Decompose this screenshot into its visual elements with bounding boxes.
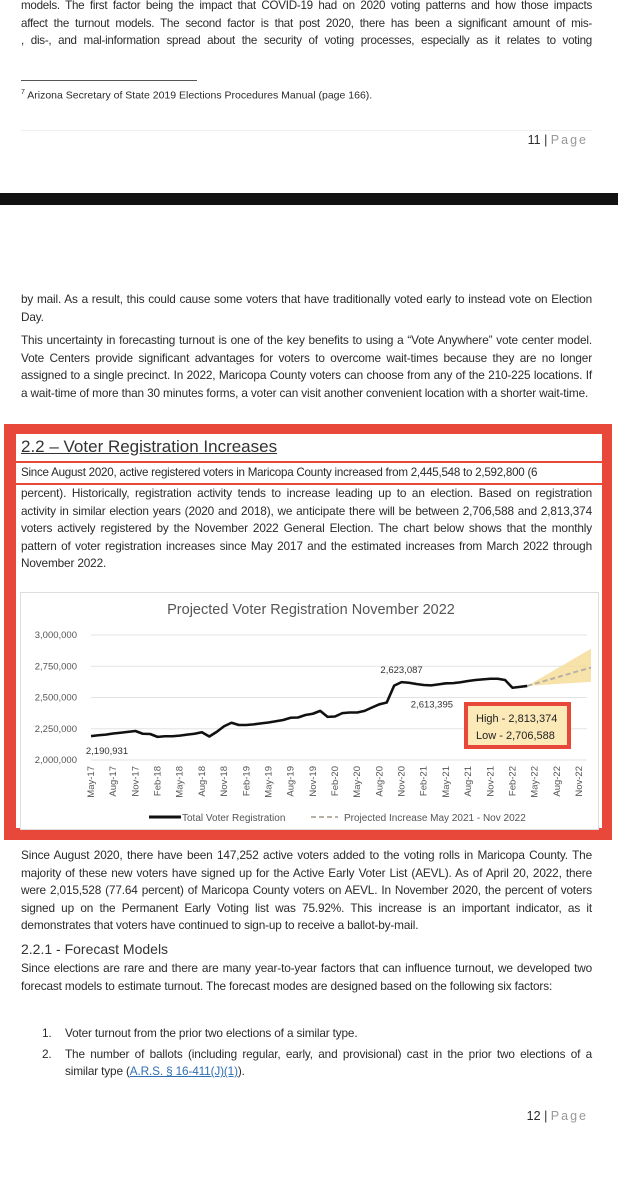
data-label: 2,623,087 <box>380 665 423 677</box>
x-tick-label: Feb-18 <box>152 766 164 797</box>
text-line: models. The first factor being the impact that COVID-19 had on 2020 voting patterns and how those impacts <box>21 0 592 12</box>
subheading-forecast-models: 2.2.1 - Forecast Models <box>21 941 169 957</box>
list-text-end: ). <box>237 1064 245 1079</box>
section-heading: 2.2 – Voter Registration Increases <box>21 437 278 456</box>
y-tick-label: 2,500,000 <box>34 692 77 704</box>
highlight-sentence: Since August 2020, active registered voters in Maricopa County increased from 2,445,548 to 2,592,800 (6 <box>21 466 538 479</box>
page-sep: | <box>544 1109 548 1123</box>
x-tick-label: Feb-20 <box>330 766 341 797</box>
factor-list <box>42 1025 592 1081</box>
page-num: 12 <box>526 1109 541 1123</box>
x-tick-label: May-17 <box>86 766 97 798</box>
page-word: Page <box>550 133 588 147</box>
list-item <box>42 1046 592 1081</box>
paragraph-registration: percent). Historically, registration activity tends to increase leading up to an election. Based on registration activity in similar election years (2020 and 2018), we anticipate there will be between 2,706,588 and 2,813,374 voters actively registered by the November 2022 General Election. The chart below shows that the monthly pattern of voter registration increases since May 2017 and the estimated increases from March 2022 through November 2022. <box>21 486 592 571</box>
x-tick-label: Nov-17 <box>130 766 142 797</box>
y-tick-label: 3,000,000 <box>34 630 77 641</box>
list-text: The number of ballots (including regular, early, and provisional) cast in the prior two elections of a similar type ( <box>65 1046 592 1079</box>
x-tick-label: May-18 <box>174 766 186 798</box>
list-num: 2. <box>42 1046 52 1061</box>
page-break-divider <box>0 193 618 205</box>
x-tick-label: Nov-18 <box>219 766 231 797</box>
section-heading-box <box>16 434 602 461</box>
data-label: 2,190,931 <box>85 746 129 758</box>
paragraph-forecast: Since elections are rare and there are many year-to-year factors that can influence turnout, we developed two forecast models to estimate turnout. The forecast modes are designed based on the following six factors: <box>21 961 592 993</box>
paragraph-by-mail: by mail. As a result, this could cause some voters that have traditionally voted early to instead vote on Election Day. <box>21 292 592 324</box>
page-number-12 <box>527 1109 588 1123</box>
page11-paragraph <box>21 0 592 50</box>
projection-band <box>527 649 591 686</box>
x-tick-label: Feb-21 <box>418 766 430 797</box>
x-tick-label: May-22 <box>529 766 541 798</box>
paragraph-aevl: Since August 2020, there have been 147,252 active voters added to the voting rolls in Maricopa County. The majority of these new voters have signed up for the Active Early Voter List (AEVL). As of April 20, 2022, there were 2,015,528 (77.64 percent) of Maricopa County voters on AEVL. In November 2020, the percent of voters signed up on the Permanent Early Voting list was 75.92%. This increase is an important indicator, as it demonstrates that voters have continued to sign-up to receive a ballot-by-mail. <box>21 848 592 933</box>
x-tick-label: Nov-19 <box>307 766 319 797</box>
x-tick-label: Aug-19 <box>285 766 297 797</box>
voter-registration-chart <box>21 593 598 829</box>
callout-high: High - 2,813,374 <box>476 713 558 725</box>
data-label: 2,613,395 <box>410 699 454 711</box>
y-tick-label: 2,750,000 <box>34 661 77 673</box>
y-tick-label: 2,000,000 <box>34 755 77 766</box>
x-tick-label: Aug-17 <box>108 766 120 797</box>
text-line: , dis-, and mal-information spread about the security of voting processes, especially as it relates to voting <box>21 34 592 48</box>
footnote <box>21 89 372 102</box>
x-tick-label: Nov-21 <box>485 766 497 797</box>
list-num: 1. <box>42 1026 52 1040</box>
x-tick-label: Aug-21 <box>463 766 475 797</box>
x-tick-label: Feb-22 <box>507 766 519 797</box>
series-total-registration <box>91 679 527 737</box>
footnote-mark: 7 <box>21 89 25 96</box>
x-tick-label: Aug-22 <box>551 766 563 797</box>
list-item <box>42 1025 592 1043</box>
x-tick-label: May-21 <box>440 766 452 798</box>
footnote-text: Arizona Secretary of State 2019 Elections Procedures Manual (page 166). <box>27 89 373 102</box>
text-line: affect the turnout models. The second factor is that post 2020, there has been a significant amount of mis- <box>21 16 592 30</box>
chart-container <box>20 592 599 830</box>
page-sep: | <box>544 133 548 147</box>
footer-rule <box>21 130 592 131</box>
highlight-sentence-box <box>16 463 602 483</box>
x-tick-label: Aug-18 <box>196 766 208 797</box>
y-tick-label: 2,250,000 <box>34 723 77 735</box>
page-word: Page <box>550 1109 588 1123</box>
x-tick-label: Feb-19 <box>241 766 253 797</box>
x-tick-label: Nov-22 <box>574 766 585 797</box>
statute-link[interactable]: A.R.S. § 16-411(J)(1) <box>129 1064 238 1079</box>
legend-total: Total Voter Registration <box>182 813 286 824</box>
paragraph-vote-anywhere: This uncertainty in forecasting turnout is one of the key benefits to using a “Vote Anywhere” vote center model. Vote Centers provide significant advantages for voters to overcome wait-times because they are no longer assigned to a single precinct. In 2022, Maricopa County voters can choose from any of the 210-225 locations. If a wait-time of more than 30 minutes forms, a voter can visit another convenient location with a shorter wait-time. <box>21 333 592 400</box>
x-tick-label: May-19 <box>263 766 275 798</box>
callout-low: Low - 2,706,588 <box>476 730 555 742</box>
footnote-rule <box>21 80 197 81</box>
page-number-11 <box>528 133 588 147</box>
list-text: Voter turnout from the prior two elections of a similar type. <box>65 1026 358 1040</box>
page-num: 11 <box>527 133 541 147</box>
chart-title: Projected Voter Registration November 2022 <box>167 602 455 618</box>
x-tick-label: Aug-20 <box>374 766 386 797</box>
x-tick-label: May-20 <box>352 766 364 798</box>
x-tick-label: Nov-20 <box>396 766 408 797</box>
legend-projection: Projected Increase May 2021 - Nov 2022 <box>344 813 526 824</box>
